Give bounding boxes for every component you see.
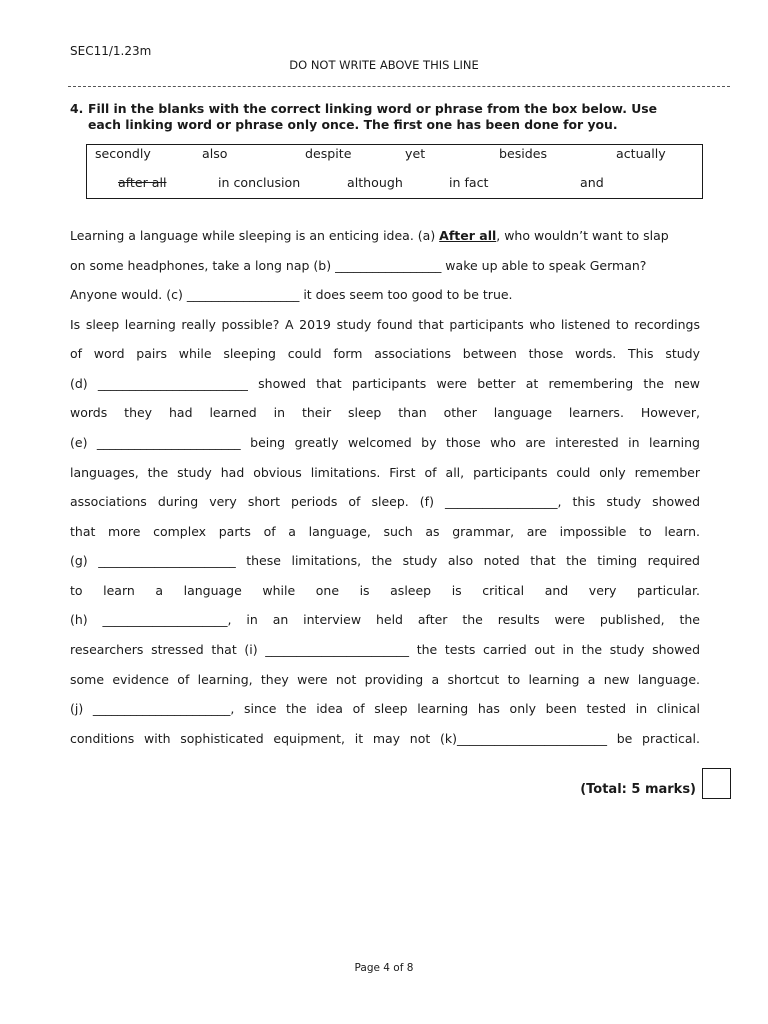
course-code: SEC11/1.23m — [70, 44, 152, 58]
word-option: although — [347, 175, 403, 190]
passage-line-6: (d) ________________________ showed that participants were better at remembering the new — [70, 376, 700, 391]
example-answer: After all — [439, 228, 497, 243]
word-option: in conclusion — [218, 175, 301, 190]
marks-box[interactable] — [702, 768, 731, 799]
passage-line-15: researchers stressed that (i) _______________________ the tests carried out in the study showed — [70, 642, 700, 657]
passage-line-10: associations during very short periods of sleep. (f) __________________, this study showed — [70, 494, 700, 509]
do-not-write-notice: DO NOT WRITE ABOVE THIS LINE — [289, 58, 479, 72]
question-number: 4. — [70, 101, 84, 116]
passage-line-5: of word pairs while sleeping could form associations between those words. This study — [70, 346, 700, 361]
word-option: secondly — [95, 146, 151, 161]
passage-line-16: some evidence of learning, they were not providing a shortcut to learning a new language. — [70, 672, 700, 687]
passage-line-11: that more complex parts of a language, such as grammar, are impossible to learn. — [70, 524, 700, 539]
passage-line-4: Is sleep learning really possible? A 2019 study found that participants who listened to recordings — [70, 317, 700, 332]
passage-line-13: to learn a language while one is asleep is critical and very particular. — [70, 583, 700, 598]
dashed-divider — [68, 86, 730, 87]
instruction-line-1: Fill in the blanks with the correct linking word or phrase from the box below. Use — [88, 101, 658, 116]
passage-text: Learning a language while sleeping is an enticing idea. (a) — [70, 228, 440, 243]
word-option: in fact — [449, 175, 489, 190]
word-option: and — [580, 175, 604, 190]
passage-line-18: conditions with sophisticated equipment, it may not (k)________________________ be practical. — [70, 731, 700, 746]
passage-line-1 — [70, 228, 669, 243]
linking-word-box — [86, 144, 703, 199]
passage-line-12: (g) ______________________ these limitations, the study also noted that the timing required — [70, 553, 700, 568]
word-option-used: after all — [118, 175, 167, 190]
passage-line-14: (h) ____________________, in an interview held after the results were published, the — [70, 612, 700, 627]
word-option: despite — [305, 146, 352, 161]
page-number: Page 4 of 8 — [354, 962, 414, 974]
total-marks: (Total: 5 marks) — [580, 782, 696, 797]
word-option: yet — [405, 146, 426, 161]
passage-line-9: languages, the study had obvious limitations. First of all, participants could only remember — [70, 465, 700, 480]
passage-text: , who wouldn’t want to slap — [496, 228, 669, 243]
passage-line-8: (e) _______________________ being greatly welcomed by those who are interested in learning — [70, 435, 700, 450]
word-option: also — [202, 146, 228, 161]
question-instruction — [70, 101, 710, 132]
instruction-line-2: each linking word or phrase only once. The first one has been done for you. — [88, 116, 618, 132]
passage-line-2: on some headphones, take a long nap (b) _________________ wake up able to speak German? — [70, 258, 647, 273]
word-option: actually — [616, 146, 666, 161]
passage-line-3: Anyone would. (c) __________________ it does seem too good to be true. — [70, 287, 513, 302]
word-option: besides — [499, 146, 548, 161]
passage-line-17: (j) ______________________, since the idea of sleep learning has only been tested in clinical — [70, 701, 700, 716]
passage-line-7: words they had learned in their sleep than other language learners. However, — [70, 405, 700, 420]
